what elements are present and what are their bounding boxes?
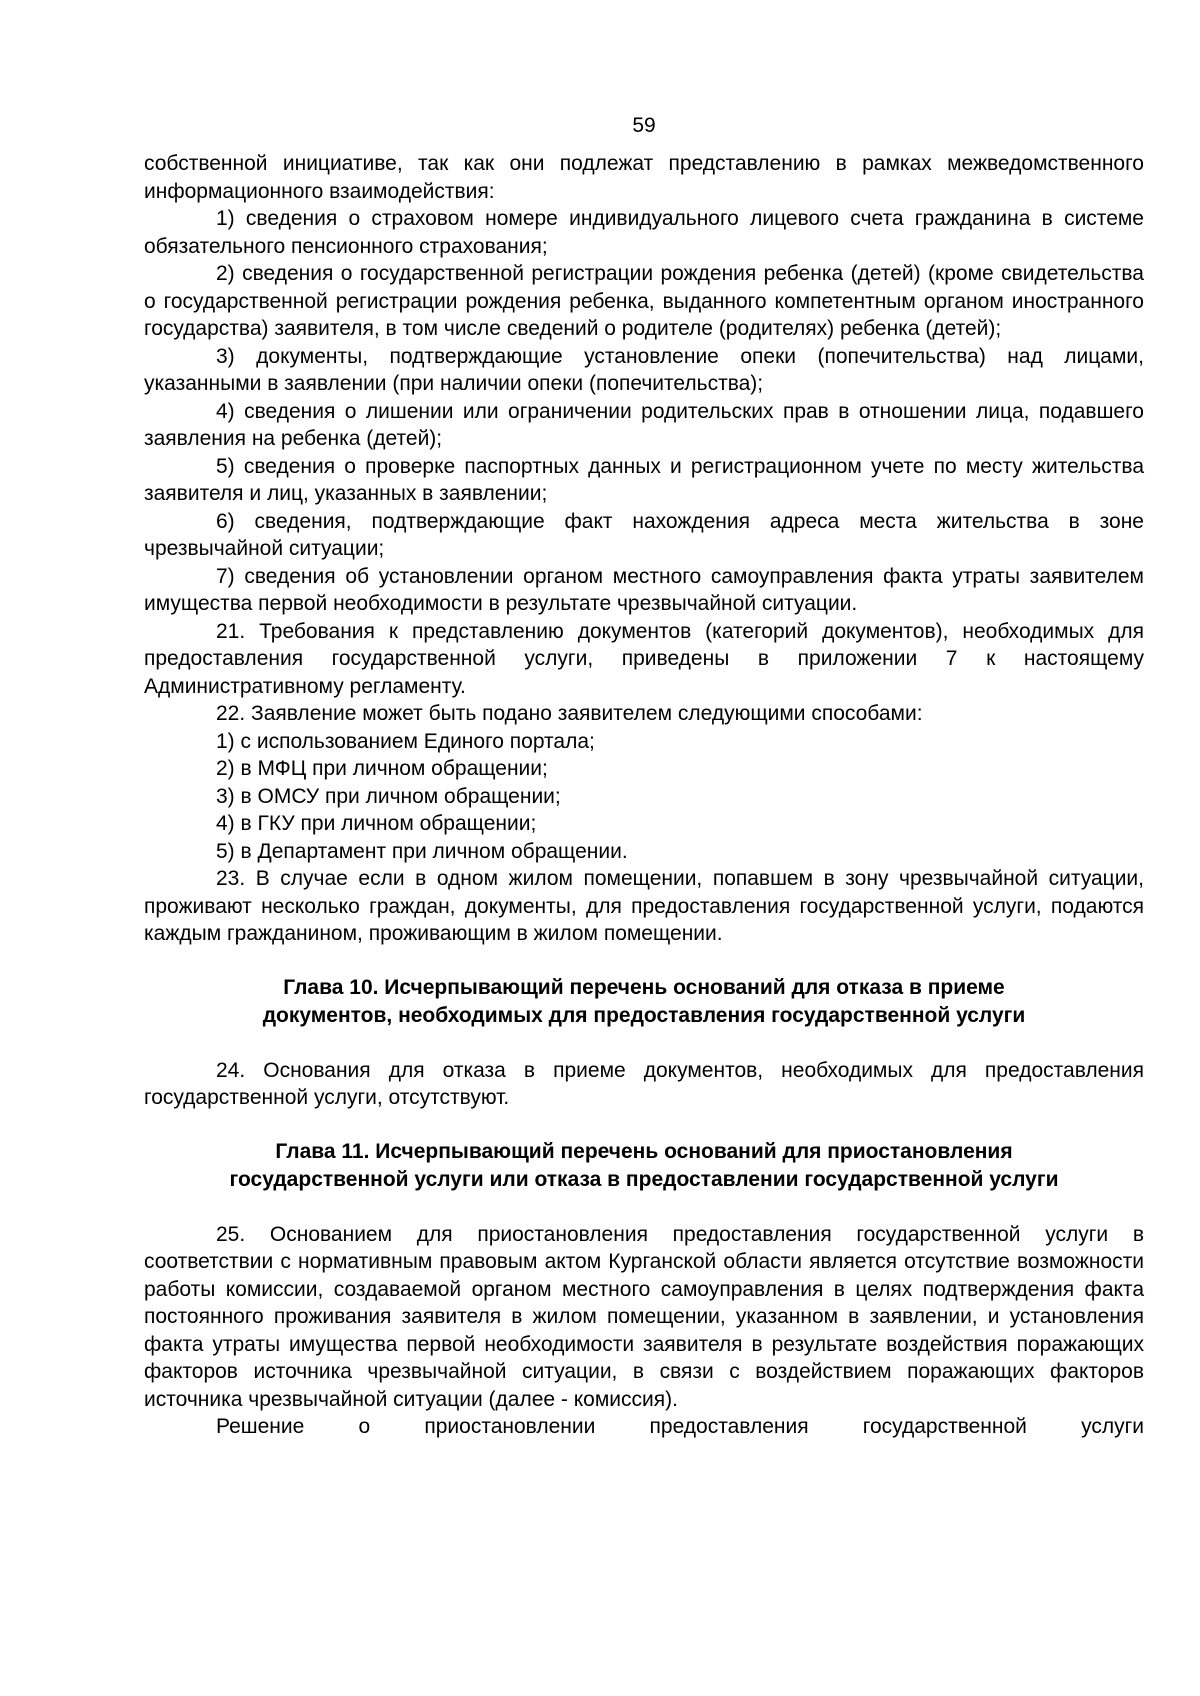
chapter-10-heading <box>144 974 1144 1030</box>
list-item: 4) в ГКУ при личном обращении; <box>216 812 537 835</box>
chapter-10-title-line1: Глава 10. Исчерпывающий перечень оснований для отказа в приеме <box>283 975 1005 999</box>
list-item: 6) сведения, подтверждающие факт нахождения адреса места жительства в зоне чрезвычайной ситуации; <box>144 509 1144 560</box>
list-item: 2) сведения о государственной регистрации рождения ребенка (детей) (кроме свидетельства о государственной регистрации рождения ребенка, выданного компетентным органом иностранного государства) заявителя, в том числе сведений о родителе (родителях) ребенка (детей); <box>144 262 1144 340</box>
list-item: 2) в МФЦ при личном обращении; <box>216 757 548 780</box>
paragraph-continuation: собственной инициативе, так как они подлежат представлению в рамках межведомственного информационного взаимодействия: <box>144 152 1144 203</box>
list-item: 1) сведения о страховом номере индивидуального лицевого счета гражданина в системе обязательного пенсионного страхования; <box>144 207 1144 258</box>
page-number: 59 <box>632 114 656 137</box>
clause-25: 25. Основанием для приостановления предоставления государственной услуги в соответствии с нормативным правовым актом Курганской области является отсутствие возможности работы комиссии, создаваемой органом местного самоуправления в целях подтверждения факта постоянного проживания заявителя в жилом помещении, указанном в заявлении, и установления факта утраты имущества первой необходимости заявителя в результате воздействия поражающих факторов источника чрезвычайной ситуации, в связи с воздействием поражающих факторов источника чрезвычайной ситуации (далее - комиссия). <box>144 1222 1144 1411</box>
document-page <box>144 112 1144 1441</box>
list-item: 1) с использованием Единого портала; <box>216 729 595 753</box>
list-item: 3) в ОМСУ при личном обращении; <box>216 784 561 808</box>
list-item: 5) в Департамент при личном обращении. <box>216 839 628 863</box>
chapter-10-title-line2: документов, необходимых для предоставления государственной услуги <box>262 1003 1026 1027</box>
list-item: 4) сведения о лишении или ограничении родительских прав в отношении лица, подавшего заявления на ребенка (детей); <box>144 399 1144 450</box>
chapter-11-title-line2: государственной услуги или отказа в предоставлении государственной услуги <box>229 1167 1059 1191</box>
clause-22: 22. Заявление может быть подано заявителем следующими способами: <box>216 702 923 725</box>
clause-23: 23. В случае если в одном жилом помещении, попавшем в зону чрезвычайной ситуации, проживают несколько граждан, документы, для предоставления государственной услуги, подаются каждым гражданином, проживающим в жилом помещении. <box>144 867 1144 945</box>
list-item: 3) документы, подтверждающие установление опеки (попечительства) над лицами, указанными в заявлении (при наличии опеки (попечительства); <box>144 344 1144 395</box>
clause-21: 21. Требования к представлению документов (категорий документов), необходимых для предоставления государственной услуги, приведены в приложении 7 к настоящему Административному регламенту. <box>144 619 1144 698</box>
list-item: 7) сведения об установлении органом местного самоуправления факта утраты заявителем имущества первой необходимости в результате чрезвычайной ситуации. <box>144 564 1144 615</box>
chapter-11-heading <box>144 1138 1144 1194</box>
chapter-11-title-line1: Глава 11. Исчерпывающий перечень оснований для приостановления <box>275 1139 1013 1163</box>
paragraph-continues: Решение о приостановлении предоставления государственной услуги <box>216 1415 1144 1438</box>
clause-24: 24. Основания для отказа в приеме документов, необходимых для предоставления государственной услуги, отсутствуют. <box>144 1058 1144 1109</box>
list-item: 5) сведения о проверке паспортных данных и регистрационном учете по месту жительства заявителя и лиц, указанных в заявлении; <box>144 454 1144 505</box>
